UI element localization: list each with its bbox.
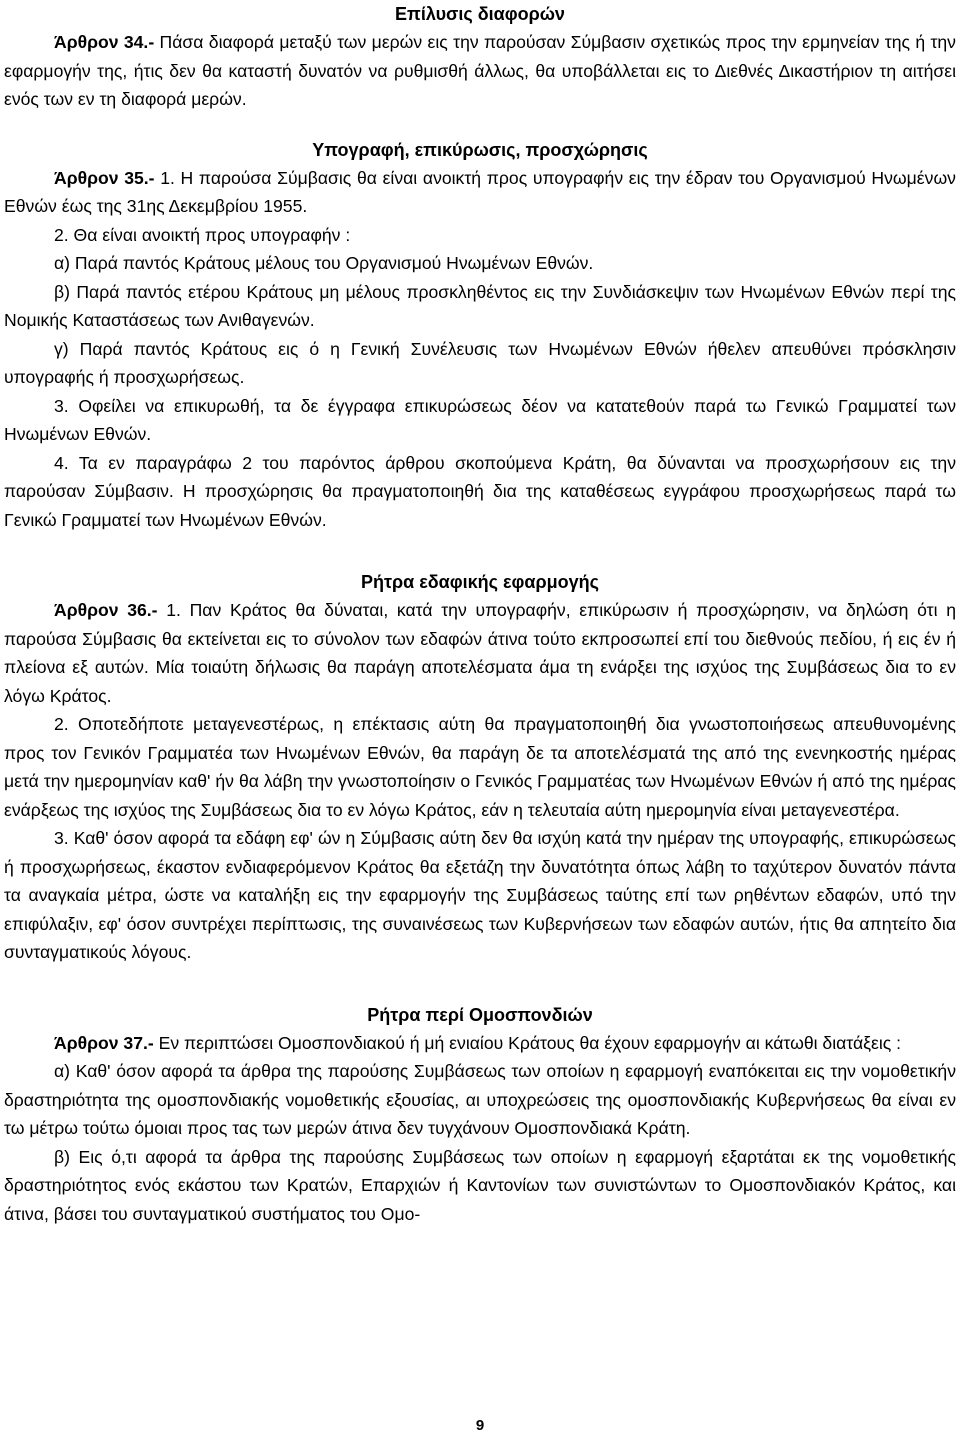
article-35-paragraph-2b: β) Παρά παντός ετέρου Κράτους μη μέλους προσκληθέντος εις την Συνδιάσκεψιν των Ηνωμένων Εθνών περί της Νομικής Καταστάσεως των Ανιθαγενών. xyxy=(4,281,956,330)
article-36-paragraph-2: 2. Οποτεδήποτε μεταγενεστέρως, η επέκτασις αύτη θα πραγματοποιηθή δια γνωστοποιήσεως απευθυνομένης προς τον Γενικόν Γραμματέα των Ηνωμένων Εθνών, θα παράγη δε τα αποτελέσματά της από της ενενηκοστής ημέρας μετά την ημερομηνίαν καθ' ήν θα λάβη την γνωστοποίησιν ο Γενικός Γραμματέας των Ηνωμένων Εθνών ή από της ημέρας ενάρξεως της ισχύος της Συμβάσεως δια το εν λόγω Κράτος, εάν η τελευταία αύτη ημερομηνία είναι μεταγενεστέρα. xyxy=(4,714,956,820)
article-36-lead: Άρθρον 36.- xyxy=(54,600,158,620)
article-37-paragraph-a: α) Καθ' όσον αφορά τα άρθρα της παρούσης Συμβάσεως των οποίων η εφαρμογή εναπόκειται εις την νομοθετικήν δραστηριότητα της ομοσπονδιακής νομοθετικής εξουσίας, αι υποχρεώσεις της ομοσπονδιακής Κυβερνήσεως θα είναι εν τω μέτρω τούτω όμοιαι προς τας των μερών άτινα δεν τυγχάνουν Ομοσπονδιακά Κράτη. xyxy=(4,1061,956,1138)
article-34-text: Πάσα διαφορά μεταξύ των μερών εις την παρούσαν Σύμβασιν σχετικώς προς την ερμηνείαν της ή την εφαρμογήν της, ήτις δεν θα καταστή δυνατόν να ρυθμισθή άλλως, θα υποβάλλεται εις το Διεθνές Δικαστήριον τη αιτήσει ενός των εν τη διαφορά μερών. xyxy=(4,32,956,109)
article-34-lead: Άρθρον 34.- xyxy=(54,32,155,52)
article-35-text-1: 1. Η παρούσα Σύμβασις θα είναι ανοικτή προς υπογραφήν εις την έδραν του Οργανισμού Ηνωμένων Εθνών έως της 31ης Δεκεμβρίου 1955. xyxy=(4,167,956,216)
article-36-paragraph-1 xyxy=(4,596,956,710)
article-35-paragraph-2a: α) Παρά παντός Κράτους μέλους του Οργανισμού Ηνωμένων Εθνών. xyxy=(54,253,594,273)
section-heading-signature: Υπογραφή, επικύρωσις, προσχώρησις xyxy=(312,139,648,160)
article-35-paragraph-3: 3. Οφείλει να επικυρωθή, τα δε έγγραφα επικυρώσεως δέον να κατατεθούν παρά τω Γενικώ Γραμματεί των Ηνωμένων Εθνών. xyxy=(4,395,956,444)
article-35-paragraph-2c: γ) Παρά παντός Κράτους εις ό η Γενική Συνέλευσις των Ηνωμένων Εθνών ήθελεν απευθύνει πρόσκλησιν υπογραφής ή προσχωρήσεως. xyxy=(4,338,956,387)
section-heading-federal: Ρήτρα περί Ομοσπονδιών xyxy=(367,1004,593,1025)
document-page xyxy=(4,0,956,1228)
article-35-paragraph-4: 4. Τα εν παραγράφω 2 του παρόντος άρθρου σκοπούμενα Κράτη, θα δύνανται να προσχωρήσουν εις την παρούσαν Σύμβασιν. Η προσχώρησις θα πραγματοποιηθή δια της καταθέσεως εγγράφου προσχωρήσεως παρά τω Γενικώ Γραμματεί των Ηνωμένων Εθνών. xyxy=(4,452,956,530)
article-37-lead: Άρθρον 37.- xyxy=(54,1032,154,1053)
page-number: 9 xyxy=(475,1417,485,1434)
article-35-lead: Άρθρον 35.- xyxy=(54,167,155,188)
article-37-paragraph-1 xyxy=(4,1029,956,1058)
article-36-text-1: 1. Παν Κράτος θα δύναται, κατά την υπογραφήν, επικύρωσιν ή προσχώρησιν, να δηλώση ότι η παρούσα Σύμβασις θα εκτείνεται εις το σύνολον των εδαφών άτινα τούτο εκπροσωπεί επί του διεθνούς πεδίου, ή εις έν ή πλείονα εξ αυτών. Μία τοιαύτη δήλωσις θα παράγη αποτελέσματα άμα τη ενάρξει της ισχύος της Συμβάσεως δια το εν λόγω Κράτος. xyxy=(4,600,956,706)
article-37-paragraph-b: β) Εις ό,τι αφορά τα άρθρα της παρούσης Συμβάσεως των οποίων η εφαρμογή εξαρτάται εκ της νομοθετικής δραστηριότητος ενός εκάστου των Κρατών, Επαρχιών ή Καντονίων των συνιστώντων το Ομοσπονδιακόν Κράτος, και άτινα, βάσει του συνταγματικού συστήματος του Ομο- xyxy=(4,1146,956,1224)
article-35-paragraph-1 xyxy=(4,164,956,221)
article-34-paragraph xyxy=(4,28,956,114)
article-36-paragraph-3: 3. Καθ' όσον αφορά τα εδάφη εφ' ών η Σύμβασις αύτη δεν θα ισχύη κατά την ημέραν της υπογραφής, επικυρώσεως ή προσχωρήσεως, έκαστον ενδιαφερόμενον Κράτος θα εξετάζη την δυνατότητα όπως λάβη το ταχύτερον δυνατόν πάντα τα αναγκαία μέτρα, ώστε να καταλήξη εις την εφαρμογήν της Συμβάσεως ταύτης επί των ρηθέντων εδαφών, υπό την επιφύλαξιν, εφ' όσον συντρέχει περίπτωσις, της συναινέσεως των Κυβερνήσεων των εδαφών αυτών, ήτις θα απητείτο δια συνταγματικούς λόγους. xyxy=(4,828,956,962)
section-heading-territorial: Ρήτρα εδαφικής εφαρμογής xyxy=(360,572,600,592)
article-37-text-1: Εν περιπτώσει Ομοσπονδιακού ή μή ενιαίου Κράτους θα έχουν εφαρμογήν αι κάτωθι διατάξεις : xyxy=(153,1032,902,1053)
article-35-paragraph-2: 2. Θα είναι ανοικτή προς υπογραφήν : xyxy=(54,224,351,245)
section-heading-dispute-resolution: Επίλυσις διαφορών xyxy=(395,4,565,24)
